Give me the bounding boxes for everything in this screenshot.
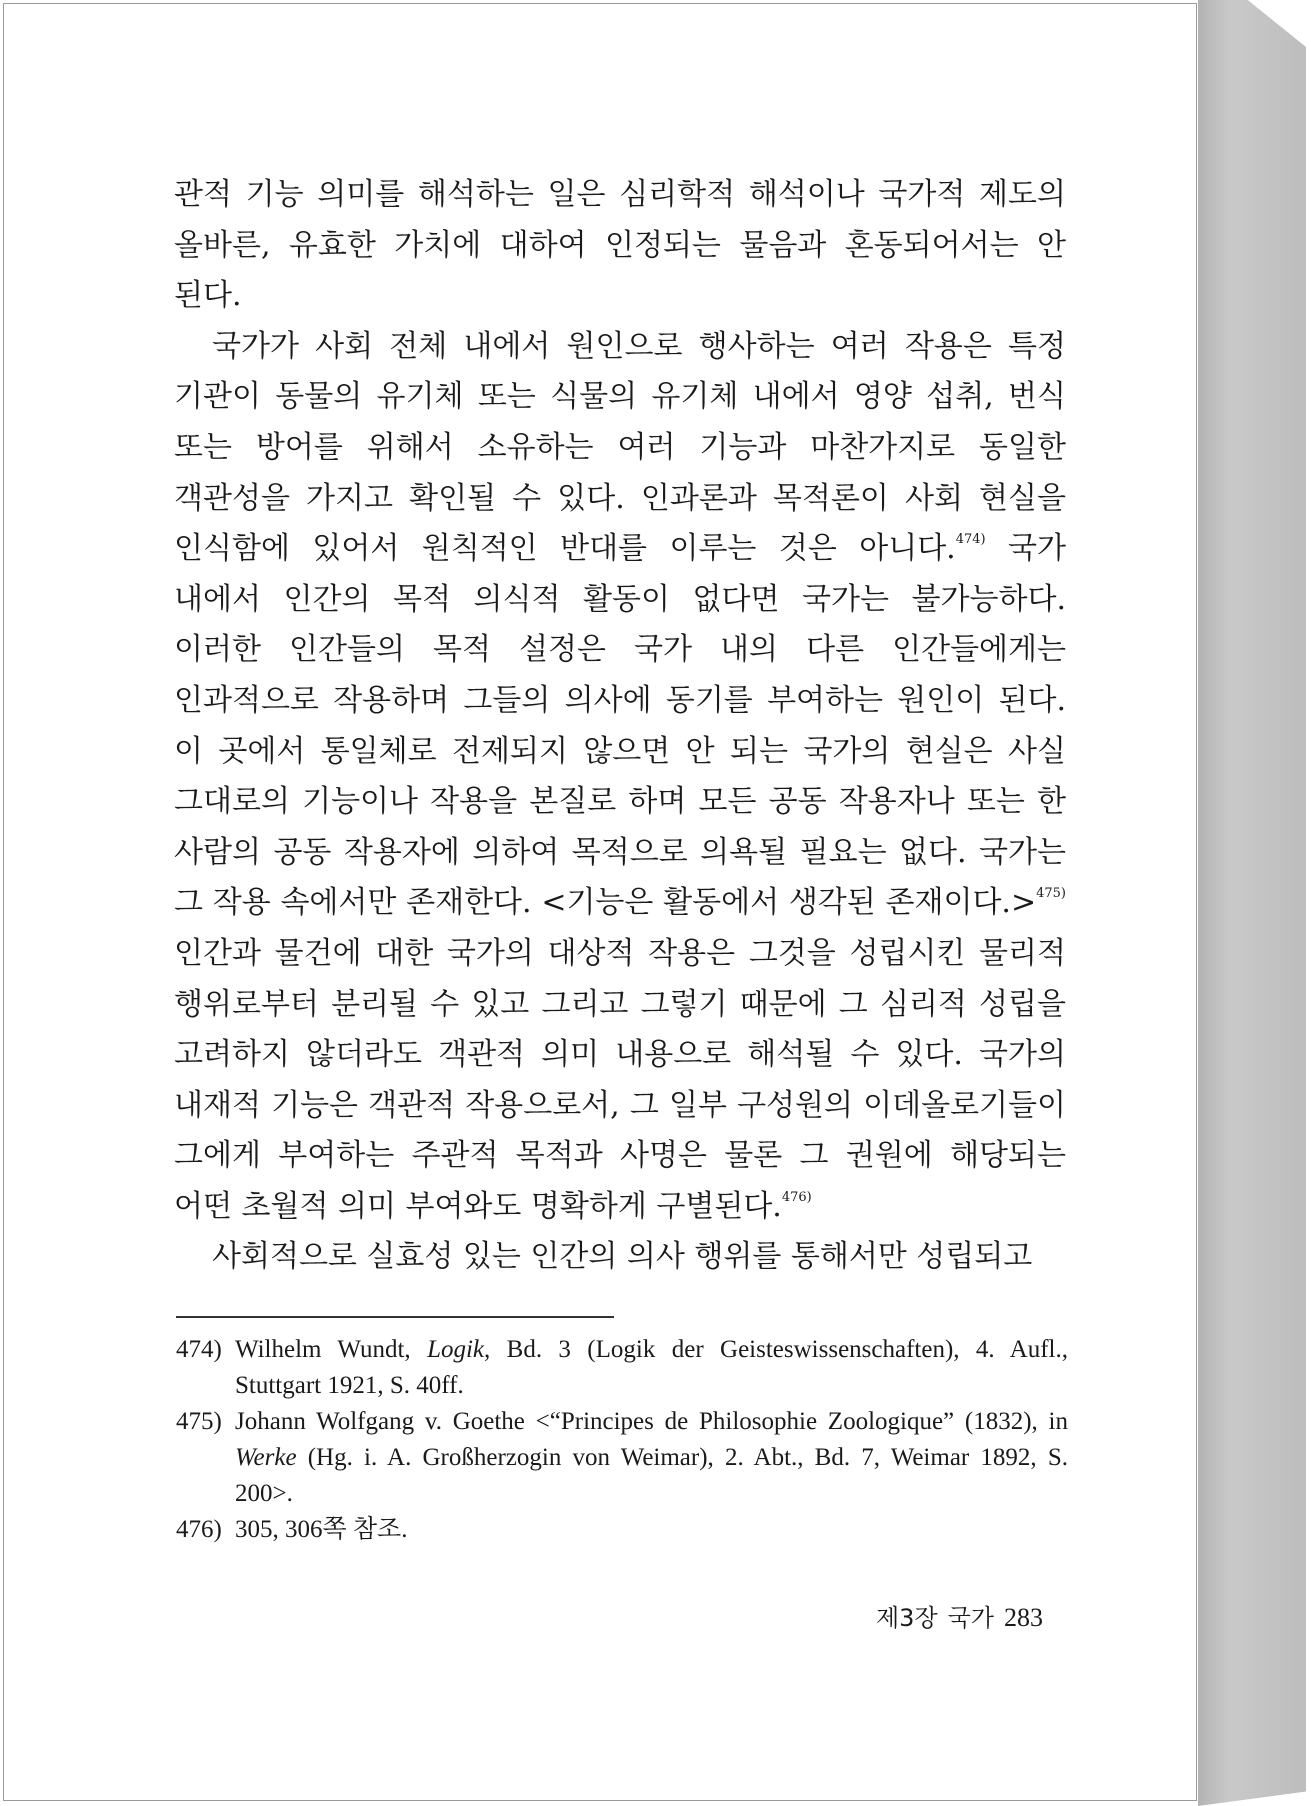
- footnote-number: 475): [176, 1408, 222, 1435]
- section-label: 국가: [947, 1604, 994, 1632]
- body-text: [174, 170, 1066, 1283]
- footnote-ref-476[interactable]: 476): [781, 1189, 812, 1205]
- paragraph-2: [174, 322, 1066, 1233]
- footnote-ref-474[interactable]: 474): [955, 532, 986, 548]
- footnote-text-part: Wilhelm Wundt,: [235, 1336, 428, 1363]
- footnote-number: 474): [176, 1336, 222, 1363]
- footnote-ref-475[interactable]: 475): [1036, 886, 1066, 902]
- footnote-475: [176, 1404, 1068, 1512]
- book-page: [3, 3, 1197, 1801]
- footnote-title-italic: Logik: [427, 1336, 485, 1363]
- running-footer: [848, 1598, 1043, 1633]
- paragraph-2-part-1: 국가가 사회 전체 내에서 원인으로 행사하는 여러 작용은 특정 기관이 동물의 유기체 또는 식물의 유기체 내에서 영양 섭취, 번식 또는 방어를 위해서 소유하는 여러 기능과 마찬가지로 동일한 객관성을 가지고 확인될 수 있다. 인과론과 목적론이 사회 현실을 인식함에 있어서 원칙적인 반대를 이루는 것은 아니다.: [174, 328, 1066, 567]
- footnote-text-part: , Bd. 3 (Logik der Geisteswissenschaften), 4. Aufl., Stuttgart 1921, S. 40ff.: [235, 1336, 1068, 1399]
- footnote-text-part: 305, 306쪽 참조.: [235, 1516, 408, 1543]
- footnote-separator: [176, 1316, 614, 1318]
- footnote-title-italic: Werke: [235, 1444, 297, 1471]
- footnote-text: [235, 1512, 1068, 1548]
- footnotes: [176, 1332, 1068, 1548]
- footnote-text: [235, 1332, 1068, 1404]
- chapter-label: 제3장: [875, 1604, 938, 1632]
- footnote-number: 476): [176, 1516, 222, 1543]
- book-spine-edge: [1198, 0, 1306, 1806]
- footnote-text-part: (Hg. i. A. Großherzogin von Weimar), 2. Abt., Bd. 7, Weimar 1892, S. 200>.: [235, 1444, 1068, 1507]
- footnote-text-part: Johann Wolfgang v. Goethe <“Principes de Philosophie Zoologique” (1832), in: [235, 1408, 1068, 1435]
- paragraph-3: 사회적으로 실효성 있는 인간의 의사 행위를 통해서만 성립되고: [212, 1239, 1033, 1275]
- footnote-text: [235, 1404, 1068, 1512]
- paragraph-2-part-2: 국가 내에서 인간의 목적 의식적 활동이 없다면 국가는 불가능하다. 이러한 인간들의 목적 설정은 국가 내의 다른 인간들에게는 인과적으로 작용하며 그들의 의사에 동기를 부여하는 원인이 된다. 이 곳에서 통일체로 전제되지 않으면 안 되는 국가의 현실은 사실 그대로의 기능이나 작용을 본질로 하며 모든 공동 작용자나 또는 한 사람의 공동 작용자에 의하여 목적으로 의욕될 필요는 없다. 국가는 그 작용 속에서만 존재한다. <기능은 활동에서 생각된 존재이다.>: [174, 531, 1067, 921]
- footnote-476: [176, 1512, 1068, 1548]
- page-number: 283: [1004, 1603, 1043, 1632]
- paragraph-1: 관적 기능 의미를 해석하는 일은 심리학적 해석이나 국가적 제도의 올바른, 유효한 가치에 대하여 인정되는 물음과 혼동되어서는 안 된다.: [174, 177, 1066, 314]
- footnote-474: [176, 1332, 1068, 1404]
- paragraph-2-part-3: 인간과 물건에 대한 국가의 대상적 작용은 그것을 성립시킨 물리적 행위로부터 분리될 수 있고 그리고 그렇기 때문에 그 심리적 성립을 고려하지 않더라도 객관적 의미 내용으로 해석될 수 있다. 국가의 내재적 기능은 객관적 작용으로서, 그 일부 구성원의 이데올로기들이 그에게 부여하는 주관적 목적과 사명은 물론 그 권원에 해당되는 어떤 초월적 의미 부여와도 명확하게 구별된다.: [174, 935, 1066, 1224]
